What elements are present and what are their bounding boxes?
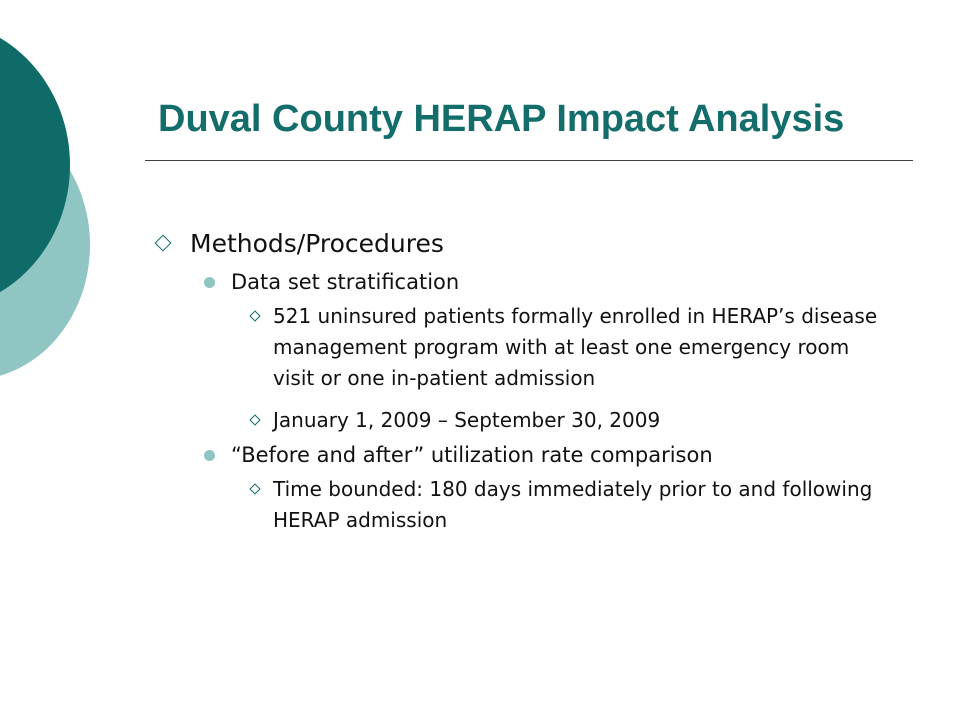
bullet-data-set-stratification (155, 267, 905, 297)
bullet-text: “Before and after” utilization rate comparison (231, 443, 713, 467)
bullet-list (155, 225, 905, 536)
bullet-methods-procedures (155, 225, 905, 263)
bullet-text: Methods/Procedures (190, 229, 444, 258)
bullet-text: January 1, 2009 – September 30, 2009 (273, 408, 661, 432)
bullet-before-after-comparison (155, 440, 905, 470)
bullet-text: 521 uninsured patients formally enrolled in HERAP’s disease management program with at least one emergency room visit or one in-patient admission (273, 304, 878, 390)
title-underline (145, 160, 913, 161)
bullet-date-range (155, 405, 905, 436)
diamond-bullet-icon (249, 414, 260, 425)
diamond-bullet-icon (155, 235, 172, 252)
bullet-text: Time bounded: 180 days immediately prior to and following HERAP admission (273, 477, 873, 532)
bullet-text: Data set stratification (231, 270, 460, 294)
diamond-bullet-icon (249, 483, 260, 494)
bullet-uninsured-patients (155, 301, 905, 394)
bullet-time-bounded (155, 474, 905, 536)
round-bullet-icon (204, 277, 215, 288)
round-bullet-icon (204, 450, 215, 461)
diamond-bullet-icon (249, 310, 260, 321)
slide-title: Duval County HERAP Impact Analysis (158, 98, 845, 140)
